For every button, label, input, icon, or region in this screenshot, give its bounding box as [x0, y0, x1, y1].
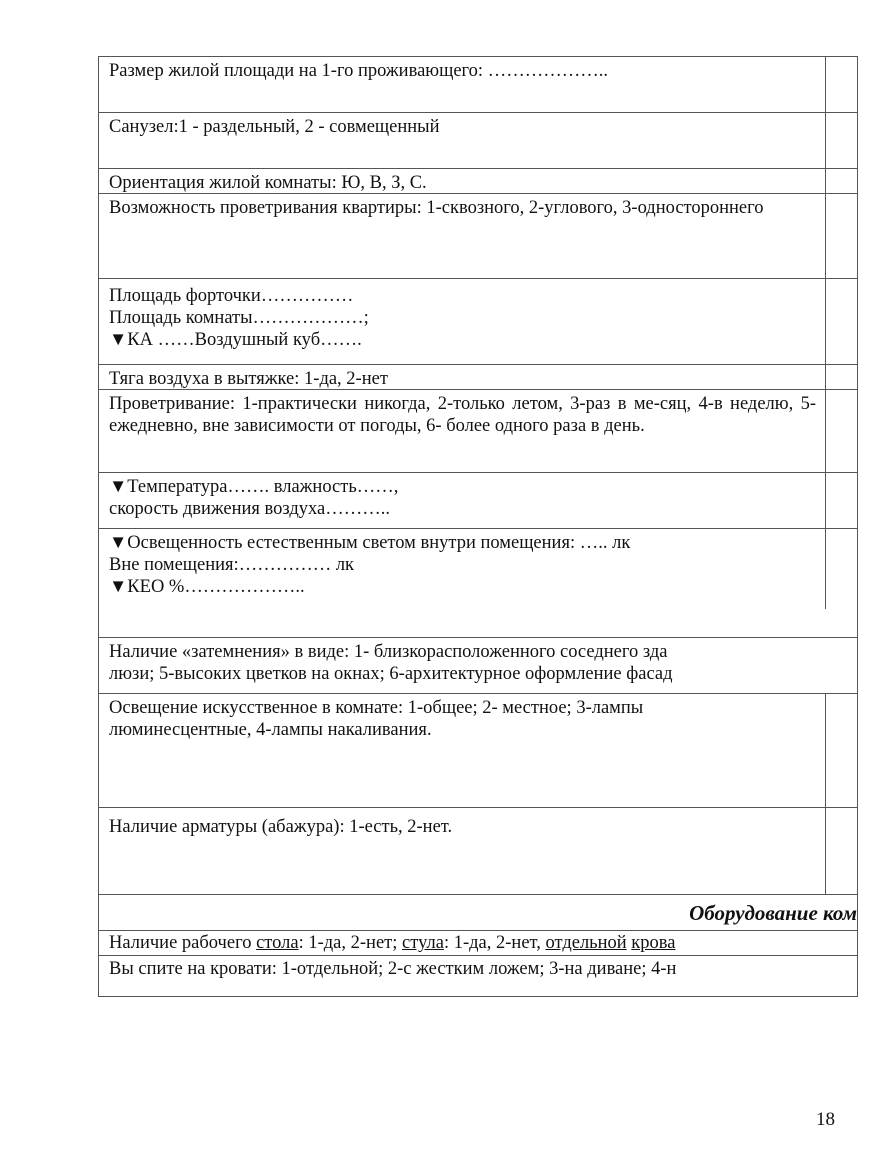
row-text: Вы спите на кровати: 1-отдельной; 2-с жестким ложем; 3-на диване; 4-н: [109, 959, 677, 979]
table-row: [98, 168, 858, 194]
table-row: [98, 637, 858, 694]
row-line: Площадь форточки……………: [109, 286, 354, 306]
table-row: [98, 112, 858, 169]
row-text: Проветривание: 1-практически никогда, 2-только летом, 3-раз в ме-сяц, 4-в неделю, 5-ежедневно, вне зависимости от погоды, 6- более одного раза в день.: [109, 394, 816, 436]
row-line: скорость движения воздуха………..: [109, 499, 391, 519]
row-text: Ориентация жилой комнаты: Ю, В, З, С.: [109, 173, 427, 193]
section-title: Оборудование ком: [689, 901, 857, 925]
row-text: Размер жилой площади на 1-го проживающего: ………………..: [109, 61, 608, 81]
row-line: Вне помещения:…………… лк: [109, 555, 355, 575]
page-number: 18: [816, 1109, 835, 1130]
table-row: [98, 389, 858, 473]
row-text: Наличие арматуры (абажура): 1-есть, 2-нет.: [109, 817, 453, 837]
table-row: [98, 528, 858, 638]
table-row: [98, 693, 858, 808]
row-line: люминесцентные, 4-лампы накаливания.: [109, 720, 432, 740]
row-text: Тяга воздуха в вытяжке: 1-да, 2-нет: [109, 369, 388, 389]
table-row: [98, 56, 858, 113]
column-divider: [825, 693, 826, 895]
table-row: [98, 930, 858, 956]
table-row: [98, 364, 858, 390]
row-text: Возможность проветривания квартиры: 1-сквозного, 2-углового, 3-одностороннего: [109, 198, 764, 218]
row-line: Наличие «затемнения» в виде: 1- близкорасположенного соседнего зда: [109, 642, 668, 662]
row-text: Наличие рабочего стола: 1-да, 2-нет; стула: 1-да, 2-нет, отдельной крова: [109, 933, 676, 953]
table-row: [98, 193, 858, 279]
row-line: ▼Освещенность естественным светом внутри помещения: ….. лк: [109, 533, 631, 553]
table-row: [98, 955, 858, 997]
table-row: [98, 278, 858, 365]
row-line: ▼Температура……. влажность……,: [109, 477, 399, 497]
row-line: люзи; 5-высоких цветков на окнах; 6-архитектурное оформление фасад: [109, 664, 673, 684]
table-row: [98, 472, 858, 529]
column-divider: [825, 56, 826, 609]
row-text: Санузел:1 - раздельный, 2 - совмещенный: [109, 117, 440, 137]
table-row: [98, 807, 858, 895]
row-line: ▼КА ……Воздушный куб…….: [109, 330, 362, 350]
row-line: Освещение искусственное в комнате: 1-общее; 2- местное; 3-лампы: [109, 698, 644, 718]
row-line: ▼КЕО %………………..: [109, 577, 305, 597]
row-line: Площадь комнаты………………;: [109, 308, 369, 328]
section-title-row: [98, 894, 858, 931]
